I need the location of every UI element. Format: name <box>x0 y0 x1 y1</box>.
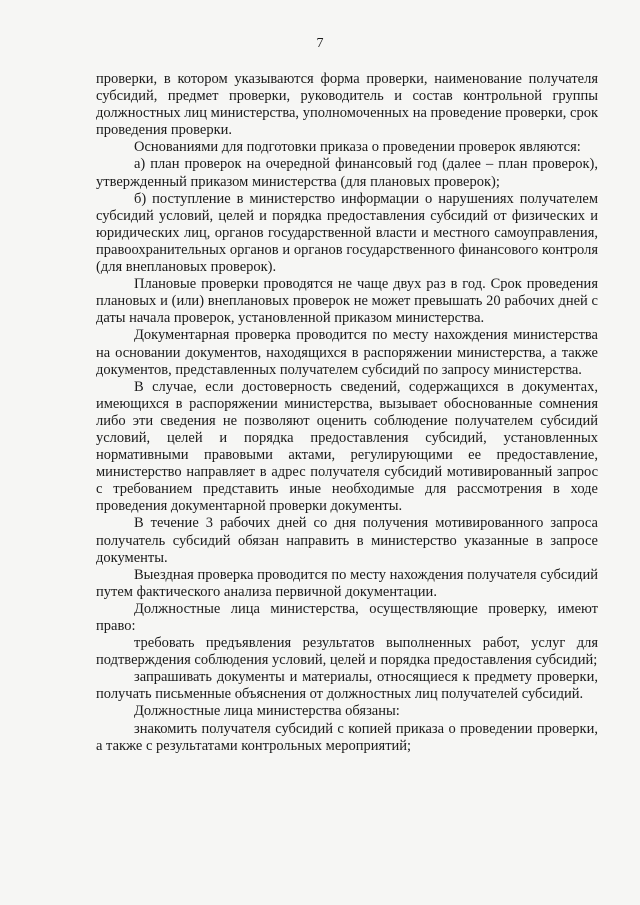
paragraph-7: В случае, если достоверность сведений, содержащихся в документах, имеющихся в распоряжении министерства, вызывает обоснованные сомнения либо эти сведения не позволяют оценить соблюдение получателем субсидий условий, целей и порядка предоставления субсидий, установленных нормативными правовыми актами, регулирующими ее предоставление, министерство направляет в адрес получателя субсидий мотивированный запрос с требованием представить иные необходимые для рассмотрения в ходе проведения документарной проверки документы. <box>96 378 598 515</box>
paragraph-5: Плановые проверки проводятся не чаще двух раз в год. Срок проведения плановых и (или) внеплановых проверок не может превышать 20 рабочих дней с даты начала проверок, установленной приказом министерства. <box>96 276 598 327</box>
paragraph-11: требовать предъявления результатов выполненных работ, услуг для подтверждения соблюдения условий, целей и порядка предоставления субсидий; <box>96 635 598 669</box>
paragraph-8: В течение 3 рабочих дней со дня получения мотивированного запроса получатель субсидий обязан направить в министерство указанные в запросе документы. <box>96 515 598 566</box>
paragraph-2: Основаниями для подготовки приказа о проведении проверок являются: <box>134 139 581 156</box>
paragraph-4: б) поступление в министерство информации о нарушениях получателем субсидий условий, целей и порядка предоставления субсидий от физических и юридических лиц, органов государственной власти и местного самоуправления, правоохранительных органов и органов государственного финансового контроля (для внеплановых проверок). <box>96 190 598 276</box>
paragraph-10: Должностные лица министерства, осуществляющие проверку, имеют право: <box>96 600 598 634</box>
paragraph-6: Документарная проверка проводится по месту нахождения министерства на основании документов, находящихся в распоряжении министерства, а также документов, представленных получателем субсидий по запросу министерства. <box>96 327 598 378</box>
paragraph-3: а) план проверок на очередной финансовый год (далее – план проверок), утвержденный приказом министерства (для плановых проверок); <box>96 156 598 190</box>
paragraph-13: Должностные лица министерства обязаны: <box>134 703 400 720</box>
page-number: 7 <box>316 36 324 51</box>
paragraph-9: Выездная проверка проводится по месту нахождения получателя субсидий путем фактического анализа первичной документации. <box>96 566 598 600</box>
paragraph-1: проверки, в котором указываются форма проверки, наименование получателя субсидий, предмет проверки, руководитель и состав контрольной группы должностных лиц министерства, уполномоченных на проведение проверки, срок проведения проверки. <box>96 71 598 139</box>
paragraph-14: знакомить получателя субсидий с копией приказа о проведении проверки, а также с результатами контрольных мероприятий; <box>96 720 598 754</box>
paragraph-12: запрашивать документы и материалы, относящиеся к предмету проверки, получать письменные объяснения от должностных лиц получателей субсидий. <box>96 669 598 703</box>
document-body <box>96 71 598 755</box>
